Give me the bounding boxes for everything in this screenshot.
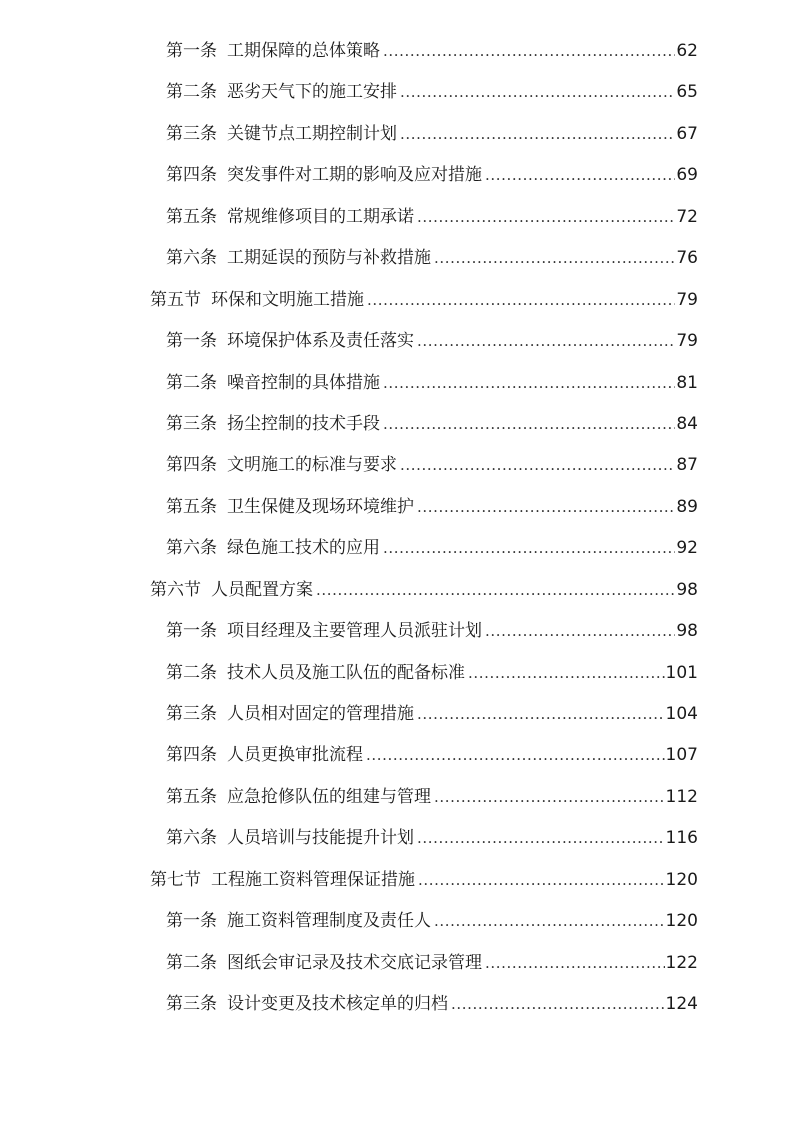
toc-entry[interactable]: [166, 908, 698, 934]
toc-leader-dots: [366, 742, 665, 768]
toc-leader-dots: [400, 79, 675, 105]
toc-leader-dots: [383, 38, 675, 64]
toc-entry-page: 81: [676, 373, 698, 393]
toc-entry-number: 第一条: [166, 911, 217, 931]
toc-entry-page: 69: [676, 165, 698, 185]
toc-entry-title: 恶劣天气下的施工安排: [227, 82, 397, 102]
toc-entry-page: 79: [676, 290, 698, 310]
toc-entry-title: 人员相对固定的管理措施: [227, 704, 414, 724]
toc-entry-page: 98: [676, 580, 698, 600]
toc-entry-number: 第一条: [166, 621, 217, 641]
toc-entry-page: 120: [665, 870, 698, 890]
toc-leader-dots: [418, 867, 665, 893]
toc-entry[interactable]: [166, 701, 698, 727]
toc-entry-number: 第七节: [150, 870, 201, 890]
toc-entry-number: 第二条: [166, 373, 217, 393]
toc-entry[interactable]: [166, 245, 698, 271]
toc-entry[interactable]: [166, 618, 698, 644]
toc-entry[interactable]: [166, 452, 698, 478]
toc-entry-page: 112: [665, 787, 698, 807]
toc-entry[interactable]: [166, 370, 698, 396]
toc-entry-page: 79: [676, 331, 698, 351]
toc-entry[interactable]: [166, 825, 698, 851]
toc-leader-dots: [316, 577, 675, 603]
toc-entry-number: 第三条: [166, 414, 217, 434]
toc-entry-title: 工期延误的预防与补救措施: [227, 248, 431, 268]
toc-entry-number: 第六条: [166, 828, 217, 848]
toc-entry-number: 第二条: [166, 82, 217, 102]
toc-entry-page: 65: [676, 82, 698, 102]
toc-leader-dots: [417, 204, 675, 230]
toc-entry-title: 人员配置方案: [211, 580, 313, 600]
toc-entry-page: 124: [665, 994, 698, 1014]
toc-entry-title: 人员更换审批流程: [227, 745, 363, 765]
toc-leader-dots: [367, 287, 675, 313]
toc-entry[interactable]: [166, 950, 698, 976]
toc-entry-title: 常规维修项目的工期承诺: [227, 207, 414, 227]
toc-entry-page: 107: [665, 745, 698, 765]
toc-entry[interactable]: [166, 162, 698, 188]
toc-entry-page: 84: [676, 414, 698, 434]
toc-entry-title: 环境保护体系及责任落实: [227, 331, 414, 351]
toc-entry-page: 89: [676, 497, 698, 517]
toc-entry[interactable]: [166, 660, 698, 686]
toc-entry-title: 扬尘控制的技术手段: [227, 414, 380, 434]
toc-entry[interactable]: [166, 535, 698, 561]
toc-entry-page: 116: [665, 828, 698, 848]
toc-entry-title: 环保和文明施工措施: [211, 290, 364, 310]
toc-leader-dots: [417, 825, 665, 851]
toc-entry-title: 人员培训与技能提升计划: [227, 828, 414, 848]
toc-entry-page: 120: [665, 911, 698, 931]
toc-entry-title: 工期保障的总体策略: [227, 41, 380, 61]
toc-entry-number: 第四条: [166, 165, 217, 185]
toc-entry-number: 第一条: [166, 41, 217, 61]
toc-leader-dots: [383, 370, 675, 396]
toc-entry[interactable]: [166, 742, 698, 768]
toc-entry[interactable]: [166, 204, 698, 230]
toc-entry-title: 绿色施工技术的应用: [227, 538, 380, 558]
toc-entry[interactable]: [166, 494, 698, 520]
toc-entry-page: 76: [676, 248, 698, 268]
toc-leader-dots: [434, 908, 665, 934]
toc-entry-title: 关键节点工期控制计划: [227, 124, 397, 144]
toc-entry-number: 第三条: [166, 704, 217, 724]
toc-entry-number: 第二条: [166, 953, 217, 973]
toc-leader-dots: [434, 784, 665, 810]
toc-entry-title: 噪音控制的具体措施: [227, 373, 380, 393]
toc-entry-title: 技术人员及施工队伍的配备标准: [227, 663, 465, 683]
toc-entry[interactable]: [166, 121, 698, 147]
toc-section-entry[interactable]: [150, 287, 698, 313]
toc-leader-dots: [485, 162, 675, 188]
toc-entry-page: 101: [665, 663, 698, 683]
toc-entry-number: 第五条: [166, 787, 217, 807]
toc-section-entry[interactable]: [150, 577, 698, 603]
toc-entry-number: 第四条: [166, 745, 217, 765]
toc-entry-number: 第六条: [166, 538, 217, 558]
toc-leader-dots: [400, 121, 675, 147]
toc-entry-number: 第五条: [166, 207, 217, 227]
toc-entry-page: 62: [676, 41, 698, 61]
toc-leader-dots: [485, 950, 665, 976]
toc-entry-page: 122: [665, 953, 698, 973]
toc-entry[interactable]: [166, 784, 698, 810]
toc-leader-dots: [417, 494, 675, 520]
toc-entry-page: 92: [676, 538, 698, 558]
toc-entry[interactable]: [166, 411, 698, 437]
toc-leader-dots: [468, 660, 665, 686]
toc-leader-dots: [383, 411, 675, 437]
toc-entry-page: 67: [676, 124, 698, 144]
toc-section-entry[interactable]: [150, 867, 698, 893]
toc-entry-number: 第四条: [166, 455, 217, 475]
toc-leader-dots: [400, 452, 675, 478]
toc-leader-dots: [451, 991, 665, 1017]
toc-entry-number: 第五节: [150, 290, 201, 310]
toc-entry-number: 第三条: [166, 124, 217, 144]
toc-entry-page: 98: [676, 621, 698, 641]
toc-entry-title: 工程施工资料管理保证措施: [211, 870, 415, 890]
toc-entry-page: 87: [676, 455, 698, 475]
toc-entry-page: 72: [676, 207, 698, 227]
toc-entry-number: 第三条: [166, 994, 217, 1014]
toc-entry-number: 第一条: [166, 331, 217, 351]
toc-entry-title: 突发事件对工期的影响及应对措施: [227, 165, 482, 185]
toc-entry[interactable]: [166, 79, 698, 105]
toc-entry-title: 图纸会审记录及技术交底记录管理: [227, 953, 482, 973]
toc-leader-dots: [417, 328, 675, 354]
toc-entry-title: 卫生保健及现场环境维护: [227, 497, 414, 517]
toc-entry-number: 第五条: [166, 497, 217, 517]
toc-entry[interactable]: [166, 38, 698, 64]
toc-entry-title: 应急抢修队伍的组建与管理: [227, 787, 431, 807]
toc-leader-dots: [485, 618, 675, 644]
toc-entry-title: 项目经理及主要管理人员派驻计划: [227, 621, 482, 641]
toc-entry-title: 设计变更及技术核定单的归档: [227, 994, 448, 1014]
toc-entry[interactable]: [166, 991, 698, 1017]
toc-entry-number: 第二条: [166, 663, 217, 683]
toc-leader-dots: [383, 535, 675, 561]
toc-entry-number: 第六节: [150, 580, 201, 600]
toc-entry-page: 104: [665, 704, 698, 724]
toc-leader-dots: [417, 701, 665, 727]
toc-entry-number: 第六条: [166, 248, 217, 268]
toc-entry-title: 文明施工的标准与要求: [227, 455, 397, 475]
toc-entry[interactable]: [166, 328, 698, 354]
toc-entry-title: 施工资料管理制度及责任人: [227, 911, 431, 931]
toc-leader-dots: [434, 245, 675, 271]
